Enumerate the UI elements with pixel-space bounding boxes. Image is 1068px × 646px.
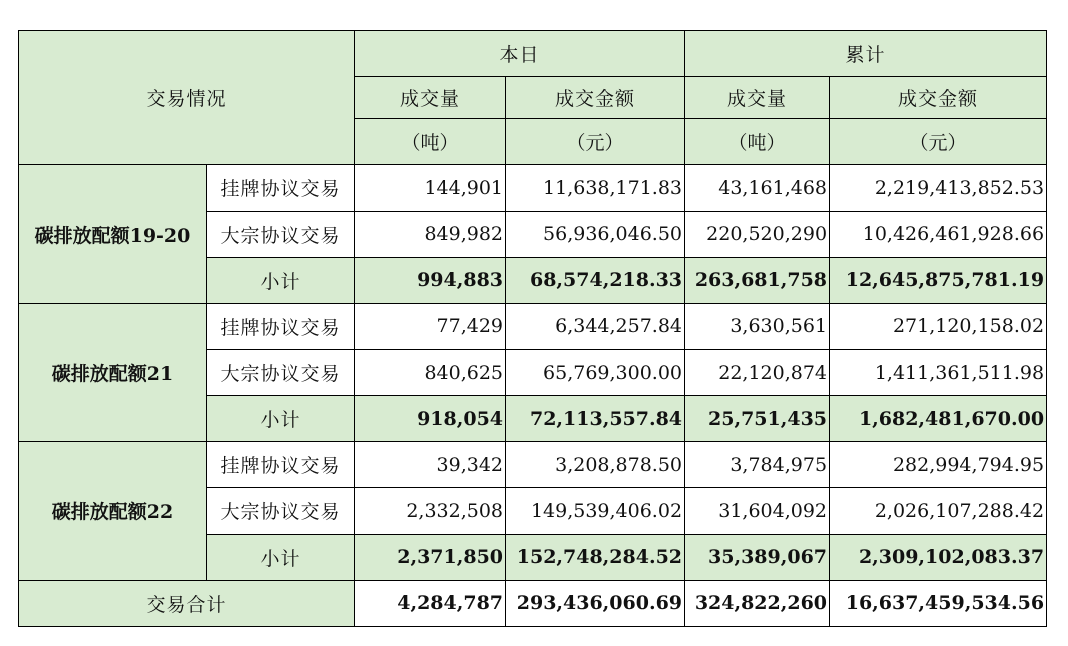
today-volume: 849,982 bbox=[355, 211, 506, 257]
cum-amount: 12,645,875,781.19 bbox=[830, 257, 1047, 303]
trade-type: 挂牌协议交易 bbox=[207, 303, 355, 349]
table-row bbox=[19, 442, 1047, 488]
cum-volume: 3,630,561 bbox=[685, 303, 830, 349]
trading-summary-table bbox=[18, 30, 1047, 627]
today-volume: 840,625 bbox=[355, 349, 506, 395]
header-cum-amount-unit: （元） bbox=[830, 119, 1047, 165]
table-row bbox=[19, 303, 1047, 349]
header-row-periods bbox=[19, 31, 1047, 77]
total-label: 交易合计 bbox=[19, 580, 355, 626]
today-amount: 3,208,878.50 bbox=[506, 442, 685, 488]
today-volume: 77,429 bbox=[355, 303, 506, 349]
trade-type: 大宗协议交易 bbox=[207, 488, 355, 534]
cum-amount: 2,026,107,288.42 bbox=[830, 488, 1047, 534]
total-cum-amount: 16,637,459,534.56 bbox=[830, 580, 1047, 626]
subtotal-label: 小计 bbox=[207, 257, 355, 303]
today-amount: 68,574,218.33 bbox=[506, 257, 685, 303]
today-amount: 56,936,046.50 bbox=[506, 211, 685, 257]
header-cum-volume-unit: （吨） bbox=[685, 119, 830, 165]
trade-type: 挂牌协议交易 bbox=[207, 442, 355, 488]
today-volume: 2,371,850 bbox=[355, 534, 506, 580]
trade-type: 挂牌协议交易 bbox=[207, 165, 355, 211]
total-cum-volume: 324,822,260 bbox=[685, 580, 830, 626]
header-cum-amount: 成交金额 bbox=[830, 77, 1047, 119]
today-amount: 149,539,406.02 bbox=[506, 488, 685, 534]
total-row bbox=[19, 580, 1047, 626]
cum-amount: 10,426,461,928.66 bbox=[830, 211, 1047, 257]
header-corner: 交易情况 bbox=[19, 31, 355, 165]
today-amount: 65,769,300.00 bbox=[506, 349, 685, 395]
today-amount: 6,344,257.84 bbox=[506, 303, 685, 349]
today-volume: 918,054 bbox=[355, 396, 506, 442]
header-today: 本日 bbox=[355, 31, 685, 77]
cum-volume: 25,751,435 bbox=[685, 396, 830, 442]
today-amount: 152,748,284.52 bbox=[506, 534, 685, 580]
cum-volume: 35,389,067 bbox=[685, 534, 830, 580]
cum-volume: 43,161,468 bbox=[685, 165, 830, 211]
cum-amount: 271,120,158.02 bbox=[830, 303, 1047, 349]
header-cum-volume: 成交量 bbox=[685, 77, 830, 119]
group-name: 碳排放配额22 bbox=[19, 442, 207, 580]
cum-amount: 1,411,361,511.98 bbox=[830, 349, 1047, 395]
total-today-amount: 293,436,060.69 bbox=[506, 580, 685, 626]
cum-volume: 31,604,092 bbox=[685, 488, 830, 534]
subtotal-label: 小计 bbox=[207, 534, 355, 580]
header-today-volume-unit: （吨） bbox=[355, 119, 506, 165]
total-today-volume: 4,284,787 bbox=[355, 580, 506, 626]
cum-volume: 263,681,758 bbox=[685, 257, 830, 303]
cum-amount: 282,994,794.95 bbox=[830, 442, 1047, 488]
group-name: 碳排放配额21 bbox=[19, 303, 207, 441]
cum-volume: 22,120,874 bbox=[685, 349, 830, 395]
cum-amount: 2,219,413,852.53 bbox=[830, 165, 1047, 211]
cum-amount: 2,309,102,083.37 bbox=[830, 534, 1047, 580]
header-today-amount-unit: （元） bbox=[506, 119, 685, 165]
today-amount: 72,113,557.84 bbox=[506, 396, 685, 442]
cum-volume: 220,520,290 bbox=[685, 211, 830, 257]
today-volume: 994,883 bbox=[355, 257, 506, 303]
trade-type: 大宗协议交易 bbox=[207, 349, 355, 395]
table-row bbox=[19, 165, 1047, 211]
header-today-amount: 成交金额 bbox=[506, 77, 685, 119]
today-amount: 11,638,171.83 bbox=[506, 165, 685, 211]
cum-amount: 1,682,481,670.00 bbox=[830, 396, 1047, 442]
trade-type: 大宗协议交易 bbox=[207, 211, 355, 257]
today-volume: 144,901 bbox=[355, 165, 506, 211]
cum-volume: 3,784,975 bbox=[685, 442, 830, 488]
today-volume: 2,332,508 bbox=[355, 488, 506, 534]
group-name: 碳排放配额19-20 bbox=[19, 165, 207, 303]
today-volume: 39,342 bbox=[355, 442, 506, 488]
header-today-volume: 成交量 bbox=[355, 77, 506, 119]
header-cumulative: 累计 bbox=[685, 31, 1047, 77]
subtotal-label: 小计 bbox=[207, 396, 355, 442]
